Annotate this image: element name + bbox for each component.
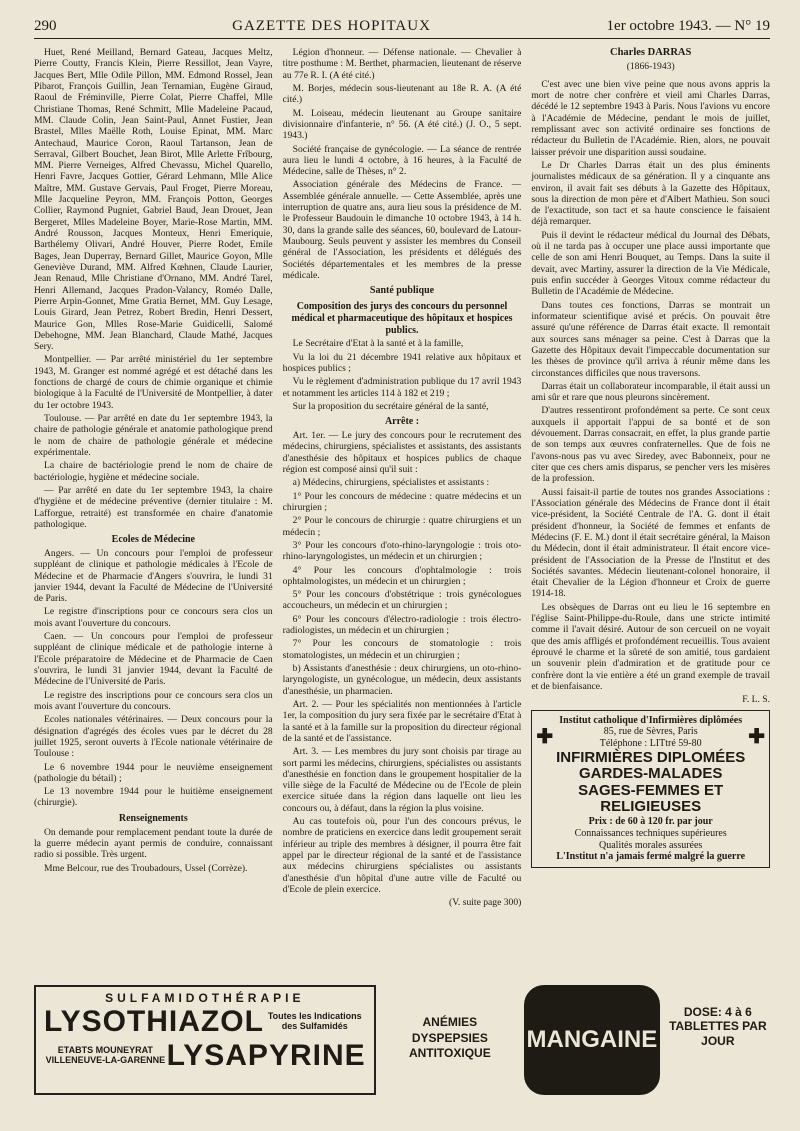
column-3 bbox=[531, 47, 770, 997]
ad-indications: Toutes les Indications des Sulfamidés bbox=[267, 1011, 362, 1031]
issue-date: 1er octobre 1943. — N° 19 bbox=[606, 18, 770, 34]
paragraph: Art. 1er. — Le jury des concours pour le recrutement des médecins, chirurgiens, spécialistes et assistants, des assistants d'anesthésie des hôpitaux et hospices publics de chaque région est composé ainsi qu'il suit : bbox=[282, 430, 522, 476]
paragraph: 7° Pour les concours de stomatologie : trois stomatologistes, un médecin et un chirurgien ; bbox=[282, 638, 522, 661]
paragraph: Montpellier. — Par arrêté ministériel du 1er septembre 1943, M. Granger est nommé agrégé et est détaché dans les fonctions de chargé de cours de chimie organique et chimie biologique à la Faculté de l'Université de Montpellier, à dater du 1er octobre 1943. bbox=[34, 354, 273, 411]
paragraph: Les obsèques de Darras ont eu lieu le 16 septembre en l'église Saint-Philippe-du-Roule, dans une stricte intimité comme il l'avait désiré. Autour de son cercueil on ne voyait que des amis affligés et profondément recueillis. Tous avaient éprouvé le charme et la sûreté de son amitié, tous gardaient un souvenir plein d'admiration et de gratitude pour ce confrère dont la vie entière a été un grand exemple de travail et de bienfaisance. bbox=[531, 601, 771, 692]
paragraph: b) Assistants d'anesthésie : deux chirurgiens, un oto-rhino-laryngologiste, un gynécologue, un médecin, deux assistants d'anesthésie, un pharmacien. bbox=[282, 663, 522, 697]
brand-mangaine: MANGAINE bbox=[524, 985, 660, 1095]
paragraph: Vu le règlement d'administration publique du 17 avril 1943 et notamment les articles 114 à 182 et 219 ; bbox=[282, 376, 522, 399]
section-heading: Composition des jurys des concours du personnel médical et pharmaceutique des hôpitaux et hospices publics. bbox=[291, 301, 513, 336]
paragraph: Société française de gynécologie. — La séance de rentrée aura lieu le lundi 4 octobre, à 16 heures, à la Faculté de Médecine, salle de Thèses, n° 2. bbox=[282, 143, 522, 178]
ad-line1: INFIRMIÈRES DIPLOMÉES bbox=[556, 748, 746, 766]
paragraph: 6° Pour les concours d'électro-radiologie : trois électro-radiologistes, un médecin et un chirurgien ; bbox=[282, 613, 522, 637]
paragraph: Mme Belcour, rue des Troubadours, Ussel (Corrèze). bbox=[44, 862, 248, 874]
paragraph: Sur la proposition du secrétaire général de la santé, bbox=[292, 401, 489, 412]
section-heading: Arrête : bbox=[384, 416, 420, 428]
paragraph: Le 6 novembre 1944 pour le neuvième enseignement (pathologie du bétail) ; bbox=[34, 761, 273, 784]
ad-tag2: Qualités morales assurées bbox=[599, 839, 703, 851]
paragraph: Art. 2. — Pour les spécialités non mentionnées à l'article 1er, la composition du jury sera fixée par le secrétaire d'Etat à la santé et à la famille sur la proposition du directeur régional de la santé et de l'assistance. bbox=[282, 698, 522, 744]
paragraph: Ecoles nationales vétérinaires. — Deux concours pour la désignation d'agrégés des écoles vues par le décret du 28 juillet 1925, seront ouverts à l'Ecole nationale vétérinaire de Toulouse : bbox=[34, 714, 273, 760]
paragraph: Puis il devint le rédacteur médical du Journal des Débats, où il ne tarda pas à occuper une place aussi importante que celle de son ami Henri Bouquet, au Temps. Dans la suite il devait, avec Martiny, assurer la direction de la Vie Médicale, puis enfin succéder à Georges Vitoux comme rédacteur du Bulletin de l'Académie de Médecine. bbox=[531, 229, 771, 298]
paragraph: Le Dr Charles Darras était un des plus éminents journalistes médicaux de sa génération. Il y a cinquante ans environ, il avait fait ses débuts à la Gazette des Hôpitaux, sous la direction de mon père et d'Albert Mathieu. Son souci de l'exactitude, son tact et sa haute conscience le faisaient déjà remarquer. bbox=[531, 159, 771, 228]
section-heading: Ecoles de Médecine bbox=[111, 534, 195, 546]
paragraph: 5° Pour les concours d'obstétrique : trois gynécologues accoucheurs, un médecin et un chirurgien ; bbox=[282, 589, 522, 612]
paragraph: Le registre des inscriptions pour ce concours sera clos un mois avant l'ouverture du concours. bbox=[34, 689, 273, 712]
paragraph: 4° Pour les concours d'ophtalmologie : trois ophtalmologistes, un médecin et un chirurgien ; bbox=[282, 564, 522, 587]
paragraph: Angers. — Un concours pour l'emploi de professeur suppléant de clinique et pathologie médicales à l'Ecole de Médecine et de Pharmacie d'Angers s'ouvrira, le lundi 31 janvier 1944, devant la Faculté de Médecine de l'Université de Paris. bbox=[34, 547, 273, 605]
ad-tag1: Connaissances techniques supérieures bbox=[574, 827, 727, 839]
paragraph: Association générale des Médecins de France. — Assemblée générale annuelle. — Cette Assemblée, après une interruption de quatre ans, aura lieu sous la présidence de M. le Professeur Baudouin le dimanche 10 octobre 1943, à 14 h. 30, dans la grande salle des séances, 60, boulevard de Latour-Maubourg. Seuls peuvent y assister les membres du Conseil général de l'Association, les présidents et délégués des Sociétés départementales et les membres de la presse médicale. bbox=[282, 179, 522, 281]
paragraph: — Par arrêté en date du 1er septembre 1943, la chaire d'hygiène et de médecine préventive (dernier titulaire : M. Lafforgue, retraité) est transformée en chaire d'anatomie pathologique. bbox=[34, 484, 273, 530]
paragraph: M. Borjes, médecin sous-lieutenant au 18e R. A. (A été cité.) bbox=[282, 82, 522, 106]
lysothiazol-ad bbox=[34, 985, 376, 1095]
paragraph: C'est avec une bien vive peine que nous avons appris la mort de notre cher confrère et vieil ami Charles Darras, décédé le 12 septembre 1943 à Paris. Nous l'avions vu encore à l'Académie de Médecine, pendant le mois de juillet, remplissant avec son activité ordinaire ses fonctions de rédacteur du Bulletin de l'Académie. Rien, alors, ne pouvait laisser prévoir une disparition aussi soudaine. bbox=[531, 78, 771, 158]
cross-icon: ✚ bbox=[536, 726, 554, 749]
brand-lysapyrine: LYSAPYRINE bbox=[166, 1039, 366, 1072]
anemia-ad: ANÉMIES DYSPEPSIES ANTITOXIQUE bbox=[408, 1015, 491, 1061]
section-heading: Santé publique bbox=[369, 285, 435, 297]
paragraph: M. Loiseau, médecin lieutenant au Groupe sanitaire divisionnaire d'infanterie, n° 56. (A été cité.) (J. O., 5 sept. 1943.) bbox=[282, 107, 522, 142]
cross-icon: ✚ bbox=[748, 726, 765, 749]
nurse-institute-ad bbox=[531, 710, 770, 869]
paragraph: Huet, René Meilland, Bernard Gateau, Jacques Meltz, Pierre Coutty, Francis Klein, Pierre Ressillot, Jean Vayre, Jacques Bert, Mlle Odile Pillon, MM. Edmond Rossel, Jean Pibarot, François Guillin, Jean Ternamian, Eugène Giraud, Raoul de Fréminville, Pierre Colat, Pierre Chaffel, Mlle Christiane Thomas, René Schmitt, Mlle Madeleine Pacaud, MM. Claude Colin, Jean Saint-Paul, Annet Fustier, Jean Brastel, Mlles Maëlle Roth, Louise Epinat, MM. Marc Antechaud, Maurice Coron, Raoul Tartanson, Jean de Serraval, Gilbert Bouchet, Jean Birot, Mlle Arlette Frîbourg, MM. Pierre Verneiges, Alfred Chevassu, Michel Quarello, Henri Favre, Jacques Gottier, Gérard Lehmann, Mlle Alice Maître, MM. Gustave Gervais, Paul Froget, Pierre Moreau, Mlle Jacqueline Peyron, MM. François Potton, Georges Collier, Raymond Pugniet, Gabriel Baud, Jean Drouet, Jean Bergeret, Mlles Madeleine Boyer, Marie-Rose Martin, MM. André Rousson, Jacques Monteux, Henri Emeriquie, Barthélemy Olivari, André Houver, Pierre Rodet, Emile Bages, Jean Duperray, Bernard Gillet, Maurice Goyon, Mlle Geneviève Durand, MM. Alfred Kœhnen, Claude Laurier, Jean Renaud, Mlle Christiane d'Ornano, MM. André Tarel, Henri Allemand, Jacques Pradon-Valancy, Roméo Dalle, Pierre Arpin-Gonnet, Mme Gratia Bernet, MM. Guy Lesage, Louis Girard, Jean Petrez, Robert Bredin, Henri Dessert, Maurice Gon, Mlles Rose-Marie Guidicelli, Salomé Debehogne, MM. Jean Blanchard, Claude Mathé, Jacques Sery. bbox=[34, 47, 273, 353]
paragraph: Toulouse. — Par arrêté en date du 1er septembre 1943, la chaire de pathologie générale et anatomie pathologique prend le nom de chaire de pathologie générale et médecine expérimentale. bbox=[34, 413, 273, 458]
paragraph: a) Médecins, chirurgiens, spécialistes et assistants : bbox=[292, 477, 490, 489]
obituary-title: Charles DARRAS bbox=[609, 47, 692, 58]
page-number: 290 bbox=[34, 18, 57, 34]
paragraph: La chaire de bactériologie prend le nom de chaire de bactériologie, hygiène et médecine sociale. bbox=[34, 460, 273, 483]
newspaper-title: GAZETTE DES HOPITAUX bbox=[232, 18, 431, 34]
paragraph: D'autres ressentiront profondément sa perte. Ce sont ceux auxquels il apportait l'appui de sa bonté et de son dévouement. Darras consacrait, en effet, la plus grande partie de son temps aux œuvres confraternelles. Que de fois ne l'avons-nous pas vu avec Siredey, avec Babonneix, pour ne citer que ces chers amis disparus, se pencher vers les misères de la profession. bbox=[531, 405, 771, 485]
mangaine-ad bbox=[524, 985, 770, 1095]
paragraph: Au cas toutefois où, pour l'un des concours prévus, le nombre de praticiens en exercice dans ledit groupement serait inférieur au triple des membres à désigner, il pourra être fait appel par le directeur régional de la santé et de l'assistance aux médecins chirurgiens spécialistes ou assistants d'anesthésie d'un hôpital d'une autre ville de Faculté ou d'Ecole de plein exercice. bbox=[282, 816, 522, 895]
ad-manufacturer: ETABTS MOUNEYRAT VILLENEUVE-LA-GARENNE bbox=[45, 1045, 166, 1065]
paragraph: Vu la loi du 21 décembre 1941 relative aux hôpitaux et hospices publics ; bbox=[282, 351, 522, 375]
column-2 bbox=[283, 47, 522, 997]
paragraph: Légion d'honneur. — Défense nationale. — Chevalier à titre posthume : M. Berthet, pharmacien, lieutenant de réserve au 77e R. I. (A été cité.) bbox=[282, 47, 522, 81]
obituary-years: (1866-1943) bbox=[626, 61, 675, 73]
brand-lysothiazol: LYSOTHIAZOL bbox=[44, 1005, 264, 1038]
paragraph: Aussi faisait-il partie de toutes nos grandes Associations : l'Association générale des Médecins de France dont il était vice-président, la Société Centrale de l'A. G. dont il était président d'honneur, la Société de femmes et enfants de Médecins (F. E. M.) dont il était secrétaire général, la Maison du Médecin, dont il était administrateur. Il était encore vice-président de l'Association de la Presse de l'Institut et des Sociétés savantes. Médecin lieutenant-colonel honoraire, il était Chevalier de la Légion d'honneur et Croix de guerre 1914-18. bbox=[531, 486, 771, 600]
obituary-signature: F. L. S. bbox=[742, 694, 771, 706]
article-columns bbox=[34, 47, 770, 997]
ad-line3: SAGES-FEMMES ET RELIGIEUSES bbox=[578, 781, 724, 816]
ad-tag3: L'Institut n'a jamais fermé malgré la guerre bbox=[556, 851, 746, 863]
paragraph: Le 13 novembre 1944 pour le huitième enseignement (chirurgie). bbox=[34, 786, 273, 809]
paragraph: Le Secrétaire d'Etat à la santé et à la famille, bbox=[292, 338, 464, 350]
bottom-advertisements bbox=[34, 985, 770, 1095]
paragraph: On demande pour remplacement pendant toute la durée de la guerre médecin ayant permis de conduire, connaissant radio si possible. Très urgent. bbox=[34, 826, 273, 861]
obituary-body bbox=[531, 79, 770, 693]
paragraph: 3° Pour les concours d'oto-rhino-laryngologie : trois oto-rhino-laryngologistes, un médecin et un chirurgien ; bbox=[282, 539, 522, 563]
paragraph: (V. suite page 300) bbox=[449, 897, 522, 909]
paragraph: Darras était un collaborateur incomparable, il était aussi un ami sûr et rare que nous pleurons sincèrement. bbox=[531, 380, 771, 404]
paragraph: Dans toutes ces fonctions, Darras se montrait un informateur scientifique avisé et précis. On pouvait être assuré qu'une référence de Darras était exacte. Il remontait aux sources sans ménager sa peine. C'est à Darras que la Gazette des Hôpitaux devait l'impeccable documentation sur les thèses de province qu'il arriva à réunir même dans les circonstances difficiles que nous traversons. bbox=[531, 299, 771, 379]
mangaine-dose: DOSE: 4 à 6 TABLETTES PAR JOUR bbox=[669, 1005, 767, 1048]
paragraph: Art. 3. — Les membres du jury sont choisis par tirage au sort parmi les médecins, chirurgiens, spécialistes ou assistants d'anesthésie en fonction dans le groupement hospitalier de la ville siège de la Faculté de Médecine ou de l'Ecole de plein exercice située dans la région dans laquelle ont lieu les concours ou, à défaut, dans la région la plus voisine. bbox=[282, 746, 522, 814]
section-heading: Renseignements bbox=[118, 812, 188, 824]
ad-price: Prix : de 60 à 120 fr. par jour bbox=[588, 815, 713, 827]
paragraph: 2° Pour le concours de chirurgie : quatre chirurgiens et un médecin ; bbox=[282, 515, 522, 538]
paragraph: 1° Pour les concours de médecine : quatre médecins et un chirurgien ; bbox=[282, 490, 522, 513]
ad-category: SULFAMIDOTHÉRAPIE bbox=[105, 991, 305, 1005]
ad-address: 85, rue de Sèvres, Paris bbox=[603, 726, 698, 738]
ad-line2: GARDES-MALADES bbox=[579, 765, 723, 783]
paragraph: Le registre d'inscriptions pour ce concours sera clos un mois avant l'ouverture du concours. bbox=[34, 606, 273, 629]
page-header bbox=[34, 18, 770, 39]
column-1 bbox=[34, 47, 273, 997]
paragraph: Caen. — Un concours pour l'emploi de professeur suppléant de clinique médicale et de pathologie interne à l'Ecole préparatoire de Médecine et de Pharmacie de Caen s'ouvrira, le lundi 31 janvier 1944, devant la Faculté de Médecine de l'Université de Paris. bbox=[34, 631, 273, 688]
ad-phone: Téléphone : LITtré 59-80 bbox=[599, 738, 702, 750]
ad-head: Institut catholique d'Infirmières diplômées bbox=[559, 714, 743, 726]
